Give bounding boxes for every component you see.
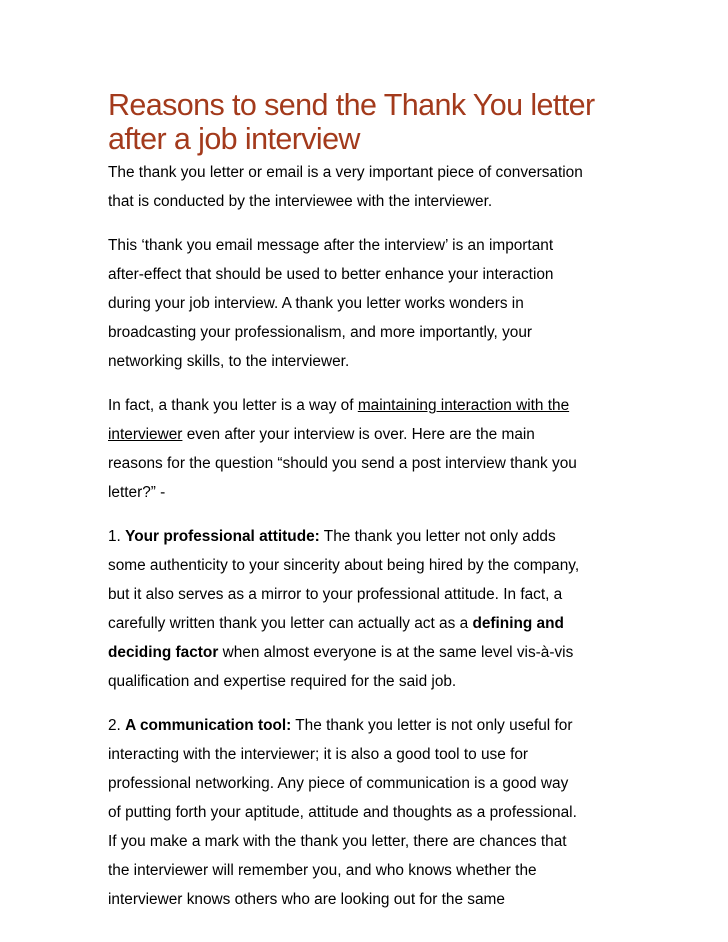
text-line: qualification and expertise required for the said job. xyxy=(108,673,457,690)
text-line: of putting forth your aptitude, attitude and thoughts as a professional. xyxy=(108,804,577,821)
item-number: 2. xyxy=(108,717,126,734)
text-line: after-effect that should be used to better enhance your interaction xyxy=(108,266,554,283)
reason-heading: A communication tool: xyxy=(125,717,292,734)
reason-2-paragraph xyxy=(108,711,628,914)
text-line: If you make a mark with the thank you letter, there are chances that xyxy=(108,833,567,850)
text-line xyxy=(108,522,628,551)
text-line: letter?” - xyxy=(108,484,166,501)
maintaining-interaction-link-continued[interactable]: interviewer xyxy=(108,426,183,443)
text-segment: even after your interview is over. Here are the main xyxy=(182,426,535,443)
text-segment: carefully written thank you letter can actually act as a xyxy=(108,615,473,632)
after-effect-paragraph xyxy=(108,231,628,376)
maintaining-interaction-link[interactable]: maintaining interaction with the xyxy=(357,397,570,414)
text-segment: The thank you letter is not only useful for xyxy=(291,717,573,734)
text-line: This ‘thank you email message after the interview’ is an important xyxy=(108,237,554,254)
text-segment: The thank you letter not only adds xyxy=(319,528,556,545)
document-page xyxy=(108,88,628,929)
item-number: 1. xyxy=(108,528,126,545)
text-line xyxy=(108,711,628,740)
text-segment: In fact, a thank you letter is a way of xyxy=(108,397,358,414)
bold-phrase: defining and xyxy=(472,615,564,632)
text-line: The thank you letter or email is a very important piece of conversation xyxy=(108,164,583,181)
text-line: broadcasting your professionalism, and more importantly, your xyxy=(108,324,533,341)
text-segment: when almost everyone is at the same level vis-à-vis xyxy=(218,644,574,661)
text-line xyxy=(108,638,628,667)
text-line xyxy=(108,420,628,449)
text-line xyxy=(108,391,628,420)
text-line: some authenticity to your sincerity about being hired by the company, xyxy=(108,557,580,574)
text-line: during your job interview. A thank you letter works wonders in xyxy=(108,295,524,312)
text-line: but it also serves as a mirror to your professional attitude. In fact, a xyxy=(108,586,563,603)
text-line: that is conducted by the interviewee with the interviewer. xyxy=(108,193,493,210)
text-line: interacting with the interviewer; it is also a good tool to use for xyxy=(108,746,529,763)
text-line: reasons for the question “should you send a post interview thank you xyxy=(108,455,577,472)
text-line xyxy=(108,609,628,638)
title-line: Reasons to send the Thank You letter xyxy=(108,88,595,122)
reasons-intro-paragraph xyxy=(108,391,628,507)
bold-phrase: deciding factor xyxy=(108,644,219,661)
title-line: after a job interview xyxy=(108,122,360,156)
document-title xyxy=(108,88,628,156)
text-line: interviewer knows others who are looking out for the same xyxy=(108,891,505,908)
text-line: professional networking. Any piece of communication is a good way xyxy=(108,775,569,792)
reason-heading: Your professional attitude: xyxy=(125,528,320,545)
reason-1-paragraph xyxy=(108,522,628,696)
text-line: the interviewer will remember you, and who knows whether the xyxy=(108,862,537,879)
text-line: networking skills, to the interviewer. xyxy=(108,353,350,370)
intro-paragraph xyxy=(108,158,628,216)
